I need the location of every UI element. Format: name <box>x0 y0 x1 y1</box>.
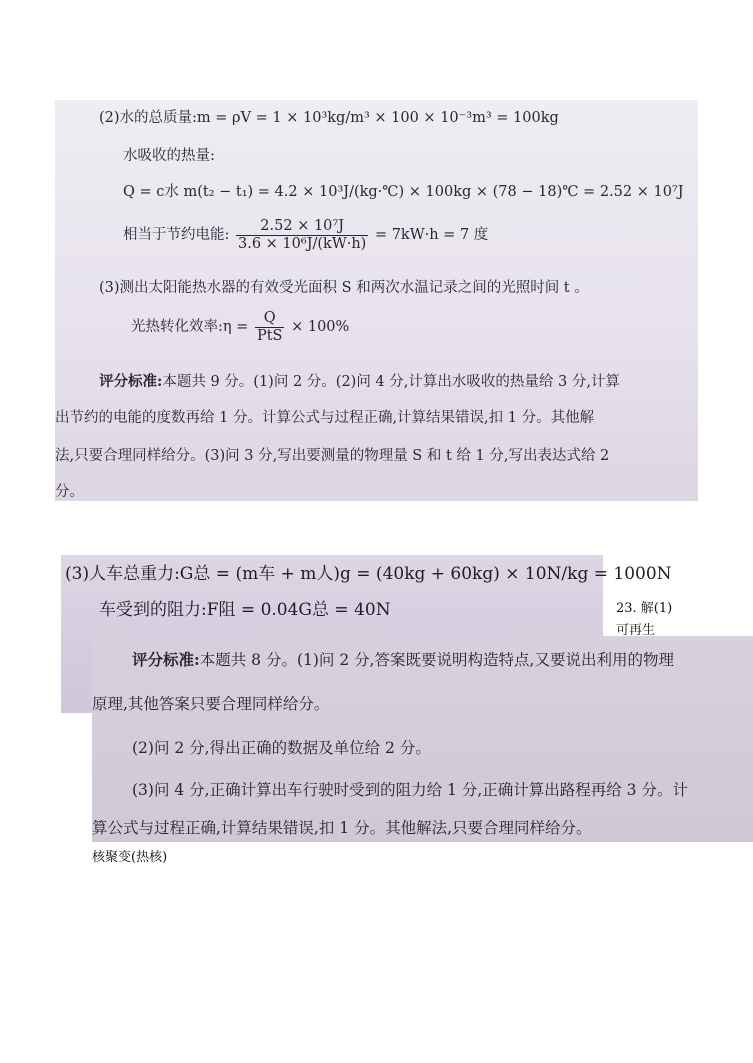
heat-label: 水吸收的热量: <box>123 148 215 164</box>
scoring8-line-5: 算公式与过程正确,计算结果错误,扣 1 分。其他解法,只要合理同样给分。 <box>92 819 592 837</box>
efficiency-fraction <box>255 310 285 344</box>
fusion-answer: 核聚变(热核) <box>92 850 168 865</box>
efficiency-denominator: PtS <box>256 327 283 344</box>
efficiency-label: 光热转化效率:η = <box>131 319 249 336</box>
total-weight-line: (3)人车总重力:G总 = (m车 + m人)g = (40kg + 60kg) × 10N/kg = 1000N <box>65 564 672 584</box>
scoring8-line-1: 评分标准:本题共 8 分。(1)问 2 分,答案既要说明构造特点,又要说出利用的物理 <box>132 650 674 669</box>
resistance-line: 车受到的阻力:F阻 = 0.04G总 = 40N <box>99 600 391 620</box>
energy-saved-line <box>123 218 488 252</box>
scoring8-heading: 评分标准: <box>132 650 200 669</box>
efficiency-numerator: Q <box>255 310 285 328</box>
question-23-label: 23. 解(1) <box>616 601 673 616</box>
efficiency-line <box>131 310 349 344</box>
energy-denominator: 3.6 × 10⁶J/(kW·h) <box>238 235 367 252</box>
scoring-line-1: 评分标准:本题共 9 分。(1)问 2 分。(2)问 4 分,计算出水吸收的热量给 3 分,计算 <box>99 373 620 390</box>
answer-photo-3 <box>92 636 753 842</box>
scoring8-line-4: (3)问 4 分,正确计算出车行驶时受到的阻力给 1 分,正确计算出路程再给 3 分。计 <box>132 781 688 799</box>
scoring-line-3: 法,只要合理同样给分。(3)问 3 分,写出要测量的物理量 S 和 t 给 1 分,写出表达式给 2 <box>55 448 610 464</box>
renewable-answer: 可再生 <box>616 623 656 638</box>
energy-result: = 7kW·h = 7 度 <box>374 227 489 244</box>
scoring-line-2: 出节约的电能的度数再给 1 分。计算公式与过程正确,计算结果错误,扣 1 分。其他解 <box>55 410 595 426</box>
mass-line: (2)水的总质量:m = ρV = 1 × 10³kg/m³ × 100 × 10⁻³m³ = 100kg <box>99 110 559 126</box>
scoring-line-4: 分。 <box>55 484 84 500</box>
heat-formula: Q = c水 m(t₂ − t₁) = 4.2 × 10³J/(kg·℃) × 100kg × (78 − 18)℃ = 2.52 × 10⁷J <box>123 184 684 200</box>
energy-fraction <box>236 218 368 252</box>
scoring8-line-2: 原理,其他答案只要合理同样给分。 <box>92 695 330 713</box>
energy-numerator: 2.52 × 10⁷J <box>236 218 368 236</box>
scoring8-line-3: (2)问 2 分,得出正确的数据及单位给 2 分。 <box>132 739 431 757</box>
scoring-heading: 评分标准: <box>99 373 163 390</box>
energy-saved-label: 相当于节约电能: <box>123 227 230 244</box>
efficiency-tail: × 100% <box>291 319 350 336</box>
answer-photo-1 <box>55 100 698 501</box>
measure-line: (3)测出太阳能热水器的有效受光面积 S 和两次水温记录之间的光照时间 t 。 <box>99 280 589 296</box>
